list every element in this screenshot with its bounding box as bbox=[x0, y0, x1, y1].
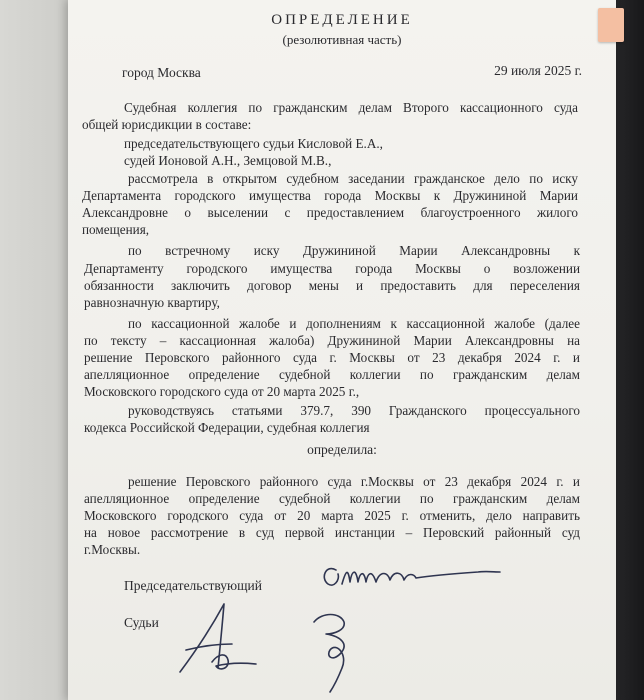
text-line: Александровне о выселении с предоставлением благоустроенного жилого bbox=[82, 205, 578, 220]
decision-line: на новое рассмотрение в суд первой инстанции – Перовский районный суд bbox=[84, 525, 580, 540]
document-title: ОПРЕДЕЛЕНИЕ bbox=[271, 12, 413, 28]
text-line: Судебная коллегия по гражданским делам Второго кассационного суда bbox=[124, 100, 578, 115]
decision-heading: определила: bbox=[307, 442, 377, 457]
decision-line: апелляционное определение судебной коллегии по гражданским делам bbox=[84, 491, 580, 506]
judge-signature-2 bbox=[300, 604, 370, 694]
text-line: судей Ионовой А.Н., Земцовой М.В., bbox=[124, 153, 332, 168]
decision-line: г.Москвы. bbox=[84, 542, 141, 557]
decision-line: Московского городского суда от 20 марта 2025 г. отменить, дело направить bbox=[84, 508, 580, 523]
text-line: по встречному иску Дружининой Марии Александровны к bbox=[128, 243, 580, 258]
text-line: руководствуясь статьями 379.7, 390 Гражданского процессуального bbox=[128, 403, 580, 418]
text-line: председательствующего судьи Кисловой Е.А., bbox=[124, 136, 383, 151]
text-line: общей юрисдикции в составе: bbox=[82, 117, 252, 132]
text-line: помещения, bbox=[82, 222, 150, 237]
text-line: по тексту – кассационная жалоба) Дружининой Марии Александровны на bbox=[84, 333, 580, 348]
judges-label: Судьи bbox=[124, 615, 159, 630]
text-line: по кассационной жалобе и дополнениям к кассационной жалобе (далее bbox=[128, 316, 580, 331]
text-line: равнозначную квартиру, bbox=[84, 295, 220, 310]
text-line: рассмотрела в открытом судебном заседании гражданское дело по иску bbox=[128, 171, 578, 186]
presiding-signature bbox=[318, 556, 508, 596]
decision-line: решение Перовского районного суда г.Москвы от 23 декабря 2024 г. и bbox=[128, 474, 580, 489]
text-line: Департаменту городского имущества города Москвы о возложении bbox=[84, 261, 580, 276]
presiding-label: Председательствующий bbox=[124, 578, 262, 593]
text-line: Департамента городского имущества города Москвы к Дружининой Марии bbox=[82, 188, 578, 203]
document-city: город Москва bbox=[122, 65, 201, 80]
text-line: решение Перовского районного суда г. Москвы от 23 декабря 2024 г. и bbox=[84, 350, 580, 365]
text-line: кодекса Российской Федерации, судебная коллегия bbox=[84, 420, 370, 435]
document-subtitle: (резолютивная часть) bbox=[282, 32, 402, 47]
text-line: апелляционное определение судебной коллегии по гражданским делам bbox=[84, 367, 580, 382]
text-line: Московского городского суда от 20 марта 2025 г., bbox=[84, 384, 360, 399]
document-date: 29 июля 2025 г. bbox=[494, 63, 582, 78]
text-line: обязанности заключить договор мены и предоставить для переселения bbox=[84, 278, 580, 293]
judge-signature-1 bbox=[172, 598, 262, 680]
